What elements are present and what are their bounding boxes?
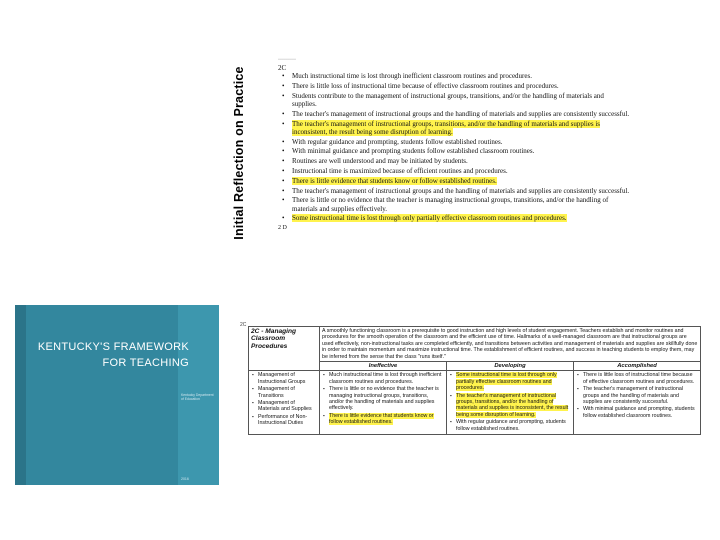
descriptor-item: ▪ With regular guidance and prompting, students follow established routines. (456, 419, 571, 432)
reflection-excerpt (278, 56, 630, 274)
element-item: ▪ Management of Materials and Supplies (258, 400, 317, 413)
list-item: • There is little or no evidence that the teacher is managing instructional groups, transitions, and/or the handling of materials and supplies effectively. (292, 196, 630, 212)
list-item: • The teacher's management of instructional groups and the handling of materials and supplies are consistently successful. (292, 110, 630, 118)
list-item: • Much instructional time is lost through inefficient classroom routines and procedures. (292, 72, 630, 80)
list-item: • The teacher's management of instructional groups and the handling of materials and supplies are consistently successful. (292, 187, 630, 195)
descriptor-item: ▪ The teacher's management of instructional groups and the handling of materials and supplies are consistently successful. (583, 386, 698, 405)
element-item: ▪ Management of Transitions (258, 386, 317, 399)
accomplished-cell (574, 371, 701, 435)
framework-cover (15, 305, 219, 485)
ineffective-cell (320, 371, 447, 435)
cover-title-line2: FOR TEACHING (102, 357, 189, 369)
descriptor-item: ▪ With minimal guidance and prompting, students follow established classroom routines. (583, 406, 698, 419)
excerpt-footer: 2 D (278, 225, 287, 232)
rubric-table-excerpt (240, 322, 718, 498)
element-item: ▪ Management of Instructional Groups (258, 372, 317, 385)
side-title-text: Initial Reflection on Practice (232, 66, 246, 240)
list-item: • Instructional time is maximized because of efficient routines and procedures. (292, 167, 630, 175)
descriptor-item: ▪ Much instructional time is lost through inefficient classroom routines and procedures. (329, 372, 444, 385)
component-title-cell: 2C - Managing Classroom Procedures (249, 327, 320, 371)
cover-spine (15, 305, 26, 485)
excerpt-component-code: 2C (278, 64, 287, 72)
list-item: • With regular guidance and prompting, students follow established routines. (292, 138, 630, 146)
component-intro-cell: A smoothly functioning classroom is a prerequisite to good instruction and high levels of student engagement. Teachers establish and monitor routines and procedures for the smooth operation of the classroom and the efficient use of time. Hallmarks of a well-managed classroom are that instructional groups are used effectively, non-instructional tasks are completed efficiently, and transitions between activities and management of materials and supplies are skillfully done in order to maintain momentum and maximize instructional time. The establishment of efficient routines, and success in teaching students to employ them, may be inferred from the sense that the class "runs itself." (320, 327, 701, 362)
descriptor-item: ▪ There is little loss of instructional time because of effective classroom routines and procedures. (583, 372, 698, 385)
rubric-table (248, 326, 701, 435)
excerpt-header: ········· (278, 57, 296, 63)
list-item: • With minimal guidance and prompting students follow established classroom routines. (292, 147, 630, 155)
list-item-highlighted: • Some instructional time is lost through only partially effective classroom routines and procedures. (292, 214, 630, 222)
level-header-ineffective: Ineffective (320, 362, 447, 371)
rubric-tag: 2C (240, 322, 247, 328)
level-header-developing: Developing (447, 362, 574, 371)
list-item: • There is little loss of instructional time because of effective classroom routines and procedures. (292, 82, 630, 90)
cover-title-line1: KENTUCKY'S FRAMEWORK (37, 341, 189, 353)
slide-side-title (228, 35, 250, 271)
elements-cell (249, 371, 320, 435)
developing-cell (447, 371, 574, 435)
list-item: • Students contribute to the management of instructional groups, transitions, and/or the handling of materials and supplies. (292, 92, 630, 108)
descriptor-item-highlighted: ▪ Some instructional time is lost through only partially effective classroom routines and procedures. (456, 372, 571, 391)
list-item: • Routines are well understood and may be initiated by students. (292, 157, 630, 165)
element-item: ▪ Performance of Non-Instructional Duties (258, 414, 317, 427)
level-header-accomplished: Accomplished (574, 362, 701, 371)
list-item-highlighted: • There is little evidence that students know or follow established routines. (292, 177, 630, 185)
descriptor-item-highlighted: ▪ There is little evidence that students know or follow established routines. (329, 413, 444, 426)
list-item-highlighted: • The teacher's management of instructional groups, transitions, and/or the handling of materials and supplies is inconsistent, the result being some disruption of learning. (292, 120, 630, 136)
descriptor-item-highlighted: ▪ The teacher's management of instructional groups, transitions, and/or the handling of materials and supplies is inconsistent, the result being some disruption of learning. (456, 393, 571, 419)
cover-footer: 2016 (181, 477, 189, 481)
excerpt-bullet-list (278, 72, 630, 222)
cover-subtitle: Kentucky Department of Education (181, 393, 214, 402)
descriptor-item: ▪ There is little or no evidence that the teacher is managing instructional groups, transitions, and/or the handling of materials and supplies effectively. (329, 386, 444, 412)
